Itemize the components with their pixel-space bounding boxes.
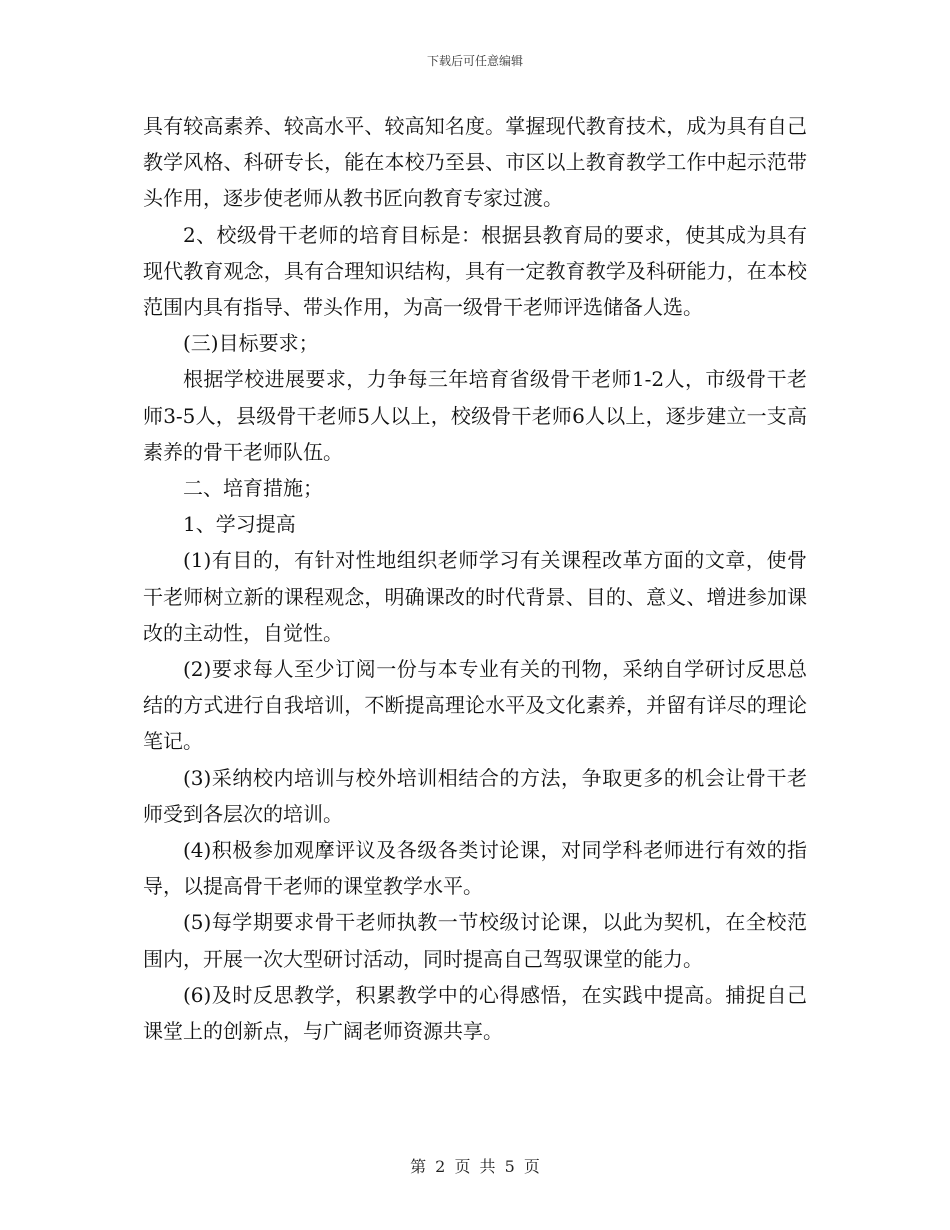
- paragraph-9: (3)采纳校内培训与校外培训相结合的方法，争取更多的机会让骨干老师受到各层次的培训。: [143, 765, 807, 826]
- paragraph-6: 1、学习提高: [183, 512, 296, 537]
- paragraph-12: (6)及时反思教学，积累教学中的心得感悟，在实践中提高。捕捉自己课堂上的创新点，与广阔老师资源共享。: [143, 982, 807, 1044]
- paragraph-4: 根据学校进展要求，力争每三年培育省级骨干老师1-2人，市级骨干老师3-5人，县级骨干老师5人以上，校级骨干老师6人以上，逐步建立一支高素养的骨干老师队伍。: [143, 367, 807, 464]
- document-body: [143, 108, 807, 1049]
- paragraph-3: (三)目标要求；: [183, 331, 319, 356]
- paragraph-1: 具有较高素养、较高水平、较高知名度。掌握现代教育技术，成为具有自己教学风格、科研专长，能在本校乃至县、市区以上教育教学工作中起示范带头作用，逐步使老师从教书匠向教育专家过渡。: [143, 114, 807, 211]
- paragraph-5: 二、培育措施；: [183, 476, 323, 501]
- paragraph-10: (4)积极参加观摩评议及各级各类讨论课，对同学科老师进行有效的指导，以提高骨干老师的课堂教学水平。: [143, 838, 807, 899]
- paragraph-7: (1)有目的，有针对性地组织老师学习有关课程改革方面的文章，使骨干老师树立新的课程观念，明确课改的时代背景、目的、意义、增进参加课改的主动性，自觉性。: [143, 548, 807, 645]
- paragraph-11: (5)每学期要求骨干老师执教一节校级讨论课，以此为契机，在全校范围内，开展一次大型研讨活动，同时提高自己驾驭课堂的能力。: [143, 910, 807, 971]
- paragraph-2: 2、校级骨干老师的培育目标是：根据县教育局的要求，使其成为具有现代教育观念，具有合理知识结构，具有一定教育教学及科研能力，在本校范围内具有指导、带头作用，为高一级骨干老师评选储备人选。: [143, 222, 807, 320]
- page-number-footer: 第 2 页 共 5 页: [410, 1157, 540, 1176]
- page-header: 下载后可任意编辑: [426, 54, 523, 68]
- paragraph-8: (2)要求每人至少订阅一份与本专业有关的刊物，采纳自学研讨反思总结的方式进行自我培训，不断提高理论水平及文化素养，并留有详尽的理论笔记。: [143, 657, 807, 754]
